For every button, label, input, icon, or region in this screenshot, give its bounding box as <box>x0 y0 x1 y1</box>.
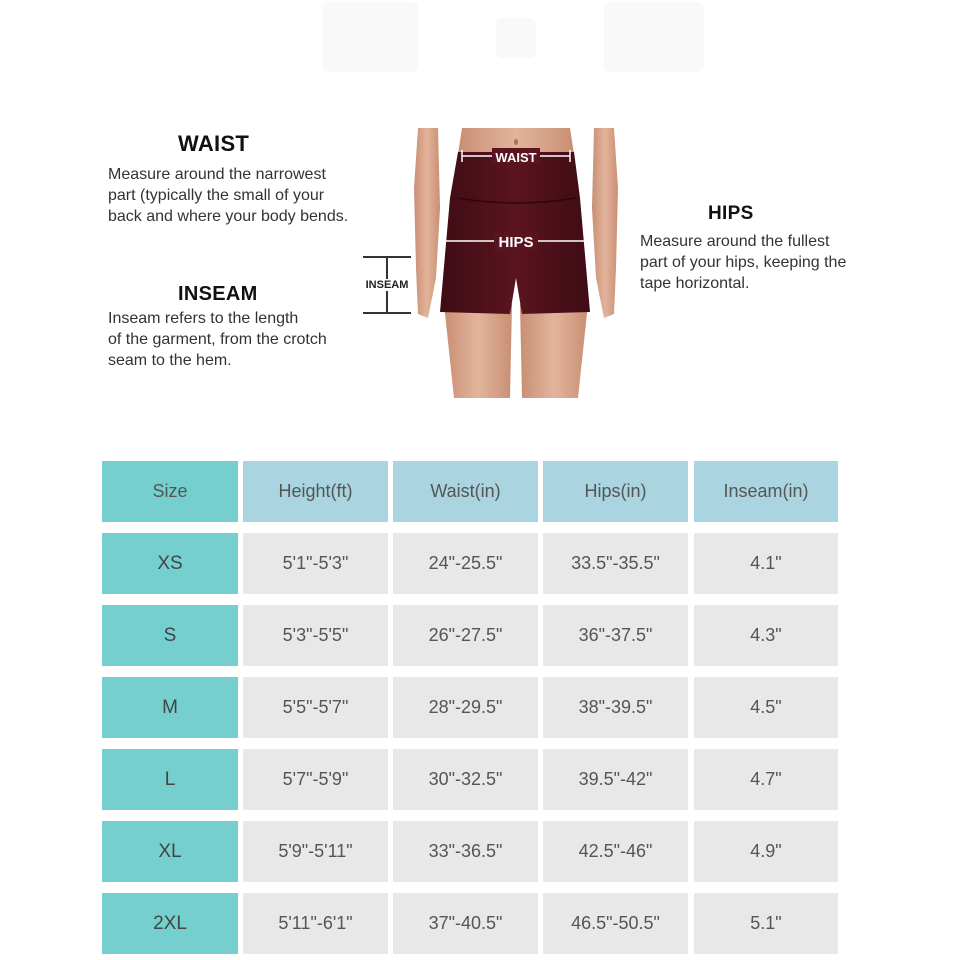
cell-size: 2XL <box>102 893 238 954</box>
cell-hips: 39.5"-42" <box>543 749 688 810</box>
hips-heading: HIPS <box>708 203 754 224</box>
faint-banner-block-left <box>322 2 418 72</box>
cell-waist: 37"-40.5" <box>393 893 538 954</box>
faint-banner-block-right <box>604 2 704 72</box>
cell-inseam: 4.9" <box>694 821 838 882</box>
cell-size: S <box>102 605 238 666</box>
left-leg <box>444 304 512 398</box>
waist-description <box>108 164 378 227</box>
cell-waist: 28"-29.5" <box>393 677 538 738</box>
cell-waist: 24"-25.5" <box>393 533 538 594</box>
cell-hips: 38"-39.5" <box>543 677 688 738</box>
cell-height: 5'7"-5'9" <box>243 749 388 810</box>
header-waist: Waist(in) <box>393 461 538 522</box>
header-hips: Hips(in) <box>543 461 688 522</box>
header-inseam: Inseam(in) <box>694 461 838 522</box>
hips-desc-line-1: Measure around the fullest <box>640 233 830 250</box>
inseam-desc-line-2: of the garment, from the crotch <box>108 331 327 348</box>
cell-height: 5'5"-5'7" <box>243 677 388 738</box>
hips-figure-label: HIPS <box>498 234 534 251</box>
cell-hips: 33.5"-35.5" <box>543 533 688 594</box>
waist-figure-label: WAIST <box>495 150 537 165</box>
inseam-heading: INSEAM <box>178 283 258 305</box>
cell-hips: 46.5"-50.5" <box>543 893 688 954</box>
cell-inseam: 5.1" <box>694 893 838 954</box>
waist-desc-line-2: part (typically the small of your <box>108 187 325 204</box>
cell-size: XS <box>102 533 238 594</box>
cell-waist: 26"-27.5" <box>393 605 538 666</box>
cell-size: M <box>102 677 238 738</box>
cell-height: 5'3"-5'5" <box>243 605 388 666</box>
inseam-description <box>108 308 368 371</box>
waist-desc-line-1: Measure around the narrowest <box>108 166 326 183</box>
right-arm <box>592 128 618 318</box>
navel <box>514 139 518 145</box>
hips-description <box>640 231 880 294</box>
header-height: Height(ft) <box>243 461 388 522</box>
inseam-measure-marker <box>363 256 411 314</box>
header-size: Size <box>102 461 238 522</box>
inseam-marker-top-cap <box>363 256 411 258</box>
hips-desc-line-2: part of your hips, keeping the <box>640 254 847 271</box>
hips-desc-line-3: tape horizontal. <box>640 275 750 292</box>
cell-hips: 42.5"-46" <box>543 821 688 882</box>
cell-height: 5'11"-6'1" <box>243 893 388 954</box>
left-arm <box>414 128 440 318</box>
cell-height: 5'1"-5'3" <box>243 533 388 594</box>
cell-height: 5'9"-5'11" <box>243 821 388 882</box>
cell-waist: 33"-36.5" <box>393 821 538 882</box>
inseam-desc-line-3: seam to the hem. <box>108 352 232 369</box>
cell-inseam: 4.1" <box>694 533 838 594</box>
cell-size: XL <box>102 821 238 882</box>
cell-inseam: 4.3" <box>694 605 838 666</box>
cell-size: L <box>102 749 238 810</box>
cell-inseam: 4.5" <box>694 677 838 738</box>
inseam-desc-line-1: Inseam refers to the length <box>108 310 299 327</box>
inseam-marker-bottom-cap <box>363 312 411 314</box>
right-leg <box>520 304 588 398</box>
waist-desc-line-3: back and where your body bends. <box>108 208 349 225</box>
waist-heading: WAIST <box>178 131 250 156</box>
cell-waist: 30"-32.5" <box>393 749 538 810</box>
faint-banner-block-mid <box>496 18 536 58</box>
inseam-marker-label: INSEAM <box>363 279 411 291</box>
cell-inseam: 4.7" <box>694 749 838 810</box>
model-shorts-illustration <box>414 128 618 398</box>
cell-hips: 36"-37.5" <box>543 605 688 666</box>
